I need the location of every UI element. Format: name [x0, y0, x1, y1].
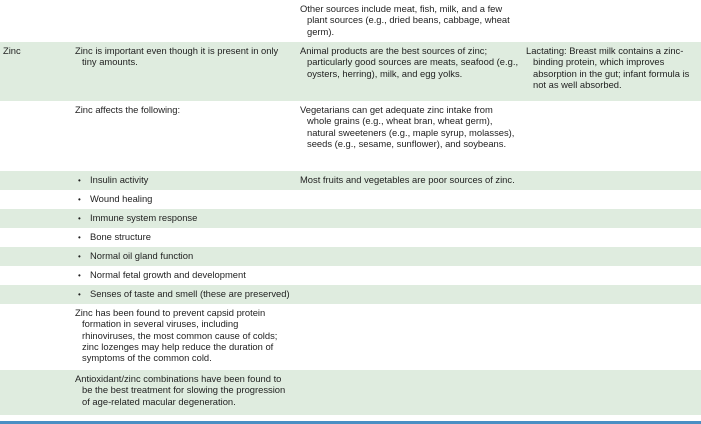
- comments-cell: [523, 304, 701, 370]
- nutrient-cell: [0, 190, 72, 209]
- table-row: [0, 171, 701, 190]
- bullet-icon: •: [78, 233, 81, 242]
- comments-cell: [523, 285, 701, 304]
- table-row: [0, 42, 701, 101]
- bullet-icon: •: [78, 195, 81, 204]
- table-row: [0, 247, 701, 266]
- nutrient-cell: [0, 0, 72, 42]
- bullet-icon: •: [78, 290, 81, 299]
- table-row: [0, 0, 701, 42]
- comments-cell: [523, 370, 701, 415]
- comments-cell: [523, 190, 701, 209]
- comments-cell: [523, 266, 701, 285]
- sources-cell: Other sources include meat, fish, milk, and a few plant sources (e.g., dried beans, cabbage, wheat germ).: [297, 0, 523, 42]
- bullet-item: • Immune system response: [72, 209, 297, 228]
- function-cell: Zinc has been found to prevent capsid protein formation in several viruses, including rhinoviruses, the most common cause of colds; zinc lozenges may help reduce the duration of symptoms of the common cold.: [72, 304, 297, 370]
- nutrient-cell: [0, 101, 72, 171]
- sources-cell: Vegetarians can get adequate zinc intake from whole grains (e.g., wheat bran, wheat germ), natural sweeteners (e.g., maple syrup, molasses), seeds (e.g., sesame, sunflower), and soybeans.: [297, 101, 523, 171]
- table-row: [0, 209, 701, 228]
- nutrient-name: Zinc: [0, 42, 72, 101]
- bullet-icon: •: [78, 252, 81, 261]
- bullet-item: • Senses of taste and smell (these are preserved): [72, 285, 297, 304]
- sources-cell: [297, 247, 523, 266]
- sources-cell: [297, 190, 523, 209]
- table-row: [0, 228, 701, 247]
- nutrient-cell: [0, 266, 72, 285]
- comments-cell: [523, 0, 701, 42]
- bullet-item: • Insulin activity: [72, 171, 297, 190]
- sources-cell: [297, 285, 523, 304]
- table-row: [0, 304, 701, 370]
- comments-cell: [523, 171, 701, 190]
- sources-cell: Most fruits and vegetables are poor sources of zinc.: [297, 171, 523, 190]
- bullet-item: • Wound healing: [72, 190, 297, 209]
- sources-cell: [297, 209, 523, 228]
- bullet-icon: •: [78, 271, 81, 280]
- nutrient-cell: [0, 370, 72, 415]
- bullet-item: • Bone structure: [72, 228, 297, 247]
- function-cell: Zinc affects the following:: [72, 101, 297, 171]
- bullet-item: • Normal oil gland function: [72, 247, 297, 266]
- comments-cell: Lactating: Breast milk contains a zinc-binding protein, which improves absorption in the gut; infant formula is not as well absorbed.: [523, 42, 701, 101]
- sources-cell: [297, 266, 523, 285]
- nutrient-cell: [0, 247, 72, 266]
- table-row: [0, 266, 701, 285]
- table-row: [0, 190, 701, 209]
- nutrient-cell: [0, 171, 72, 190]
- nutrient-cell: [0, 304, 72, 370]
- bullet-icon: •: [78, 176, 81, 185]
- comments-cell: [523, 247, 701, 266]
- nutrient-cell: [0, 228, 72, 247]
- comments-cell: [523, 209, 701, 228]
- sources-cell: [297, 370, 523, 415]
- table-row: [0, 101, 701, 171]
- nutrient-cell: [0, 285, 72, 304]
- table-row: [0, 285, 701, 304]
- sources-cell: Animal products are the best sources of zinc; particularly good sources are meats, seafood (e.g., oysters, herring), milk, and egg yolks.: [297, 42, 523, 101]
- bullet-icon: •: [78, 214, 81, 223]
- sources-cell: [297, 304, 523, 370]
- function-cell: [72, 0, 297, 42]
- function-cell: Zinc is important even though it is present in only tiny amounts.: [72, 42, 297, 101]
- nutrient-cell: [0, 209, 72, 228]
- table-row: [0, 370, 701, 415]
- comments-cell: [523, 228, 701, 247]
- function-cell: Antioxidant/zinc combinations have been found to be the best treatment for slowing the progression of age-related macular degeneration.: [72, 370, 297, 415]
- sources-cell: [297, 228, 523, 247]
- comments-cell: [523, 101, 701, 171]
- bullet-item: • Normal fetal growth and development: [72, 266, 297, 285]
